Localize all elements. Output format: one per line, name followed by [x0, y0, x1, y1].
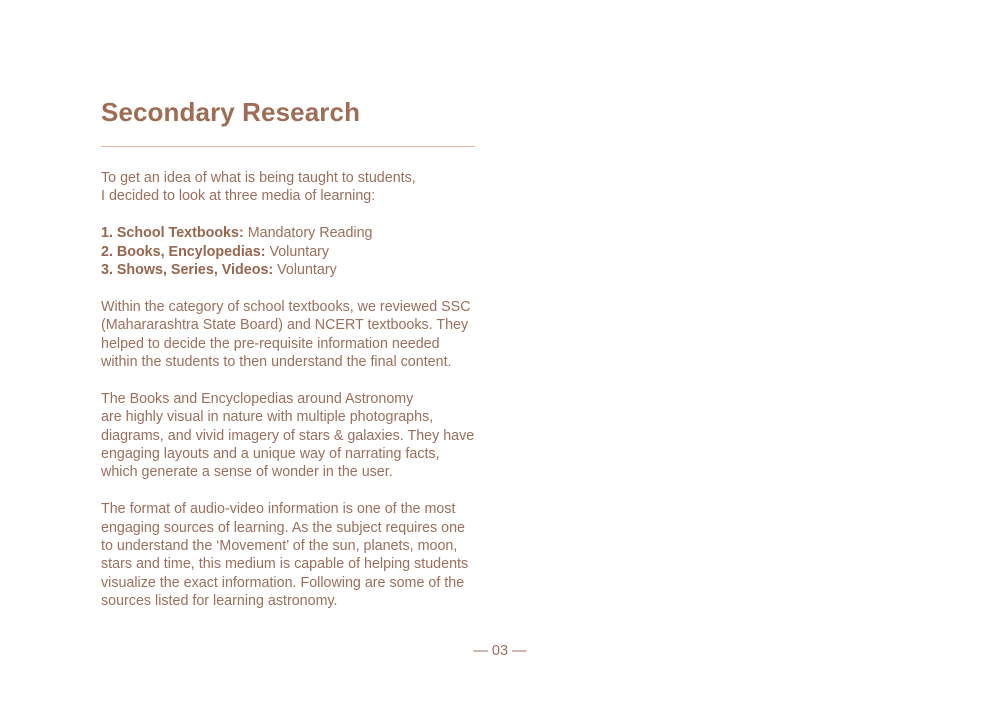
media-list — [101, 224, 501, 279]
media-item-label: 1. School Textbooks: — [101, 225, 244, 242]
audio-video-paragraph — [101, 500, 501, 610]
title-divider — [101, 146, 475, 147]
text-line: engaging sources of learning. As the subject requires one — [101, 519, 466, 536]
media-item-books-encylopedias — [101, 243, 501, 261]
media-item-shows-series-videos — [101, 261, 501, 279]
text-line: stars and time, this medium is capable of helping students — [101, 556, 469, 573]
text-line: I decided to look at three media of learning: — [101, 188, 376, 205]
media-item-value: Voluntary — [277, 262, 337, 279]
media-item-value: Voluntary — [269, 243, 330, 260]
media-item-school-textbooks — [101, 224, 501, 242]
text-line: To get an idea of what is being taught to students, — [101, 170, 416, 186]
text-line: are highly visual in nature with multiple photographs, — [101, 409, 434, 426]
intro-paragraph — [101, 169, 501, 206]
media-item-value: Mandatory Reading — [247, 225, 373, 242]
content-body — [101, 169, 501, 629]
text-line: Within the category of school textbooks, we reviewed SSC — [101, 298, 471, 315]
page-number: — 03 — — [473, 643, 527, 659]
text-line: within the students to then understand the final content. — [101, 354, 452, 371]
page-title: Secondary Research — [101, 97, 361, 127]
text-line: diagrams, and vivid imagery of stars & galaxies. They have — [101, 427, 475, 444]
text-line: sources listed for learning astronomy. — [101, 593, 338, 610]
text-line: helped to decide the pre-requisite information needed — [101, 335, 440, 352]
media-item-label: 2. Books, Encylopedias: — [101, 243, 266, 260]
textbooks-paragraph — [101, 298, 501, 372]
text-line: The Books and Encyclopedias around Astronomy — [101, 390, 414, 407]
text-line: (Mahararashtra State Board) and NCERT textbooks. They — [101, 317, 469, 334]
text-line: The format of audio-video information is one of the most — [101, 501, 456, 518]
media-item-label: 3. Shows, Series, Videos: — [101, 262, 274, 279]
text-line: to understand the ‘Movement’ of the sun, planets, moon, — [101, 538, 458, 555]
text-line: visualize the exact information. Following are some of the — [101, 574, 465, 591]
encyclopedias-paragraph — [101, 390, 501, 482]
text-line: which generate a sense of wonder in the user. — [101, 464, 393, 481]
text-line: engaging layouts and a unique way of narrating facts, — [101, 446, 440, 463]
